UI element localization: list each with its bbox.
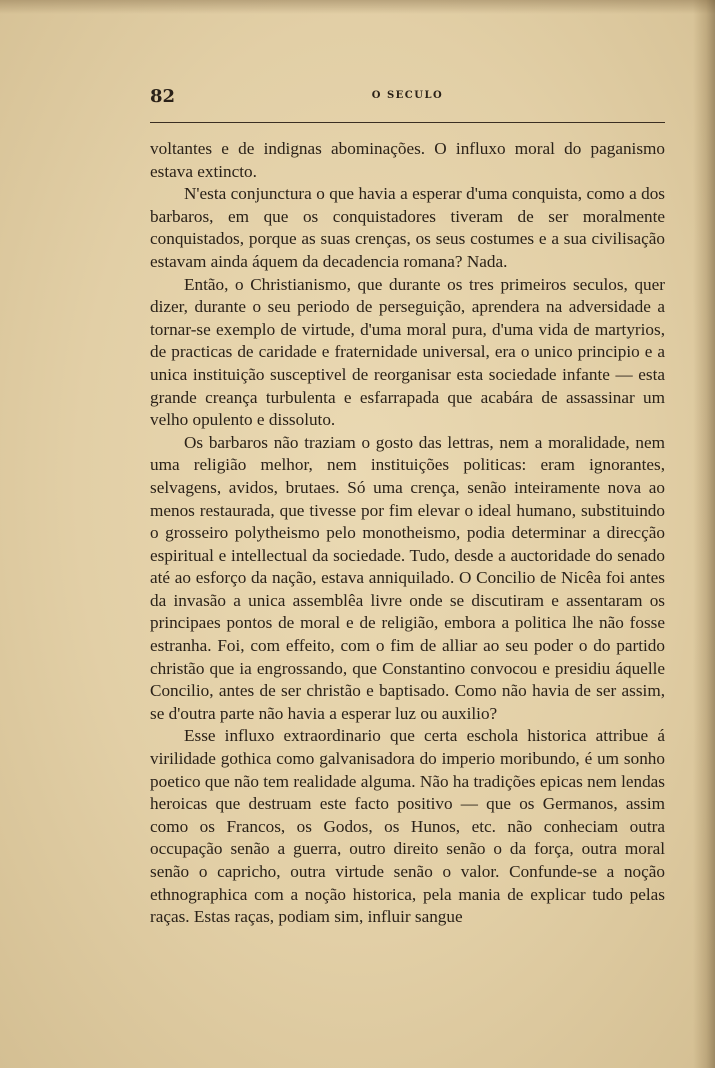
page-header: [150, 86, 665, 110]
paragraph-continuation: voltantes e de indignas abominações. O influxo moral do paganismo estava extincto.: [150, 139, 665, 181]
body-text: [150, 138, 665, 929]
page-number: 82: [150, 86, 176, 107]
page-top-shadow: [0, 0, 715, 14]
paragraph: Esse influxo extraordinario que certa eschola historica attribue á virilidade gothica como galvanisadora do imperio moribundo, é um sonho poetico que não tem realidade alguma. Não ha tradições epicas nem lendas heroicas que destruam este facto positivo — que os Germanos, assim como os Francos, os Godos, os Hunos, etc. não conheciam outra occupação senão a guerra, outro direito senão o da força, outra moral senão o capricho, outra virtude senão o valor. Confunde-se a noção ethnographica com a noção historica, pela mania de explicar tudo pelas raças. Estas raças, podiam sim, influir sangue: [150, 726, 665, 927]
header-rule: [150, 122, 665, 123]
paragraph: Os barbaros não traziam o gosto das lettras, nem a moralidade, nem uma religião melhor, nem instituições politicas: eram ignorantes, selvagens, avidos, brutaes. Só uma crença, senão inteiramente nova ao menos restaurada, que tivesse por fim elevar o ideal humano, substituindo o grosseiro polytheismo pelo monotheismo, podia determinar a direcção espiritual e intellectual da sociedade. Tudo, desde a auctoridade do senado até ao esforço da nação, estava anniquilado. O Concilio de Nicêa foi antes da invasão a unica assemblêa livre onde se discutiram e assentaram os principaes pontos de moral e de religião, embora a politica lhe não fosse estranha. Foi, com effeito, com o fim de alliar ao seu poder o do partido christão que ia engrossando, que Constantino convocou e presidiu áquelle Concilio, antes de ser christão e baptisado. Como não havia de ser assim, se d'outra parte não havia a esperar luz ou auxilio?: [150, 432, 665, 723]
page-right-shadow: [693, 0, 715, 1068]
paragraph: Então, o Christianismo, que durante os tres primeiros seculos, quer dizer, durante o seu periodo de perseguição, aprendera na adversidade a tornar-se exemplo de virtude, d'uma moral pura, d'uma vida de martyrios, de practicas de caridade e fraternidade universal, era o unico principio e a unica instituição susceptivel de reorganisar esta sociedade infante — esta grande creança turbulenta e esfarrapada que acabára de assassinar um velho opulento e dissoluto.: [150, 274, 665, 430]
paragraph: N'esta conjunctura o que havia a esperar d'uma conquista, como a dos barbaros, em que os conquistadores tiveram de ser moralmente conquistados, porque as suas crenças, os seus costumes e a sua civilisação estavam ainda áquem da decadencia romana? Nada.: [150, 184, 665, 271]
running-title: O SECULO: [371, 90, 444, 101]
